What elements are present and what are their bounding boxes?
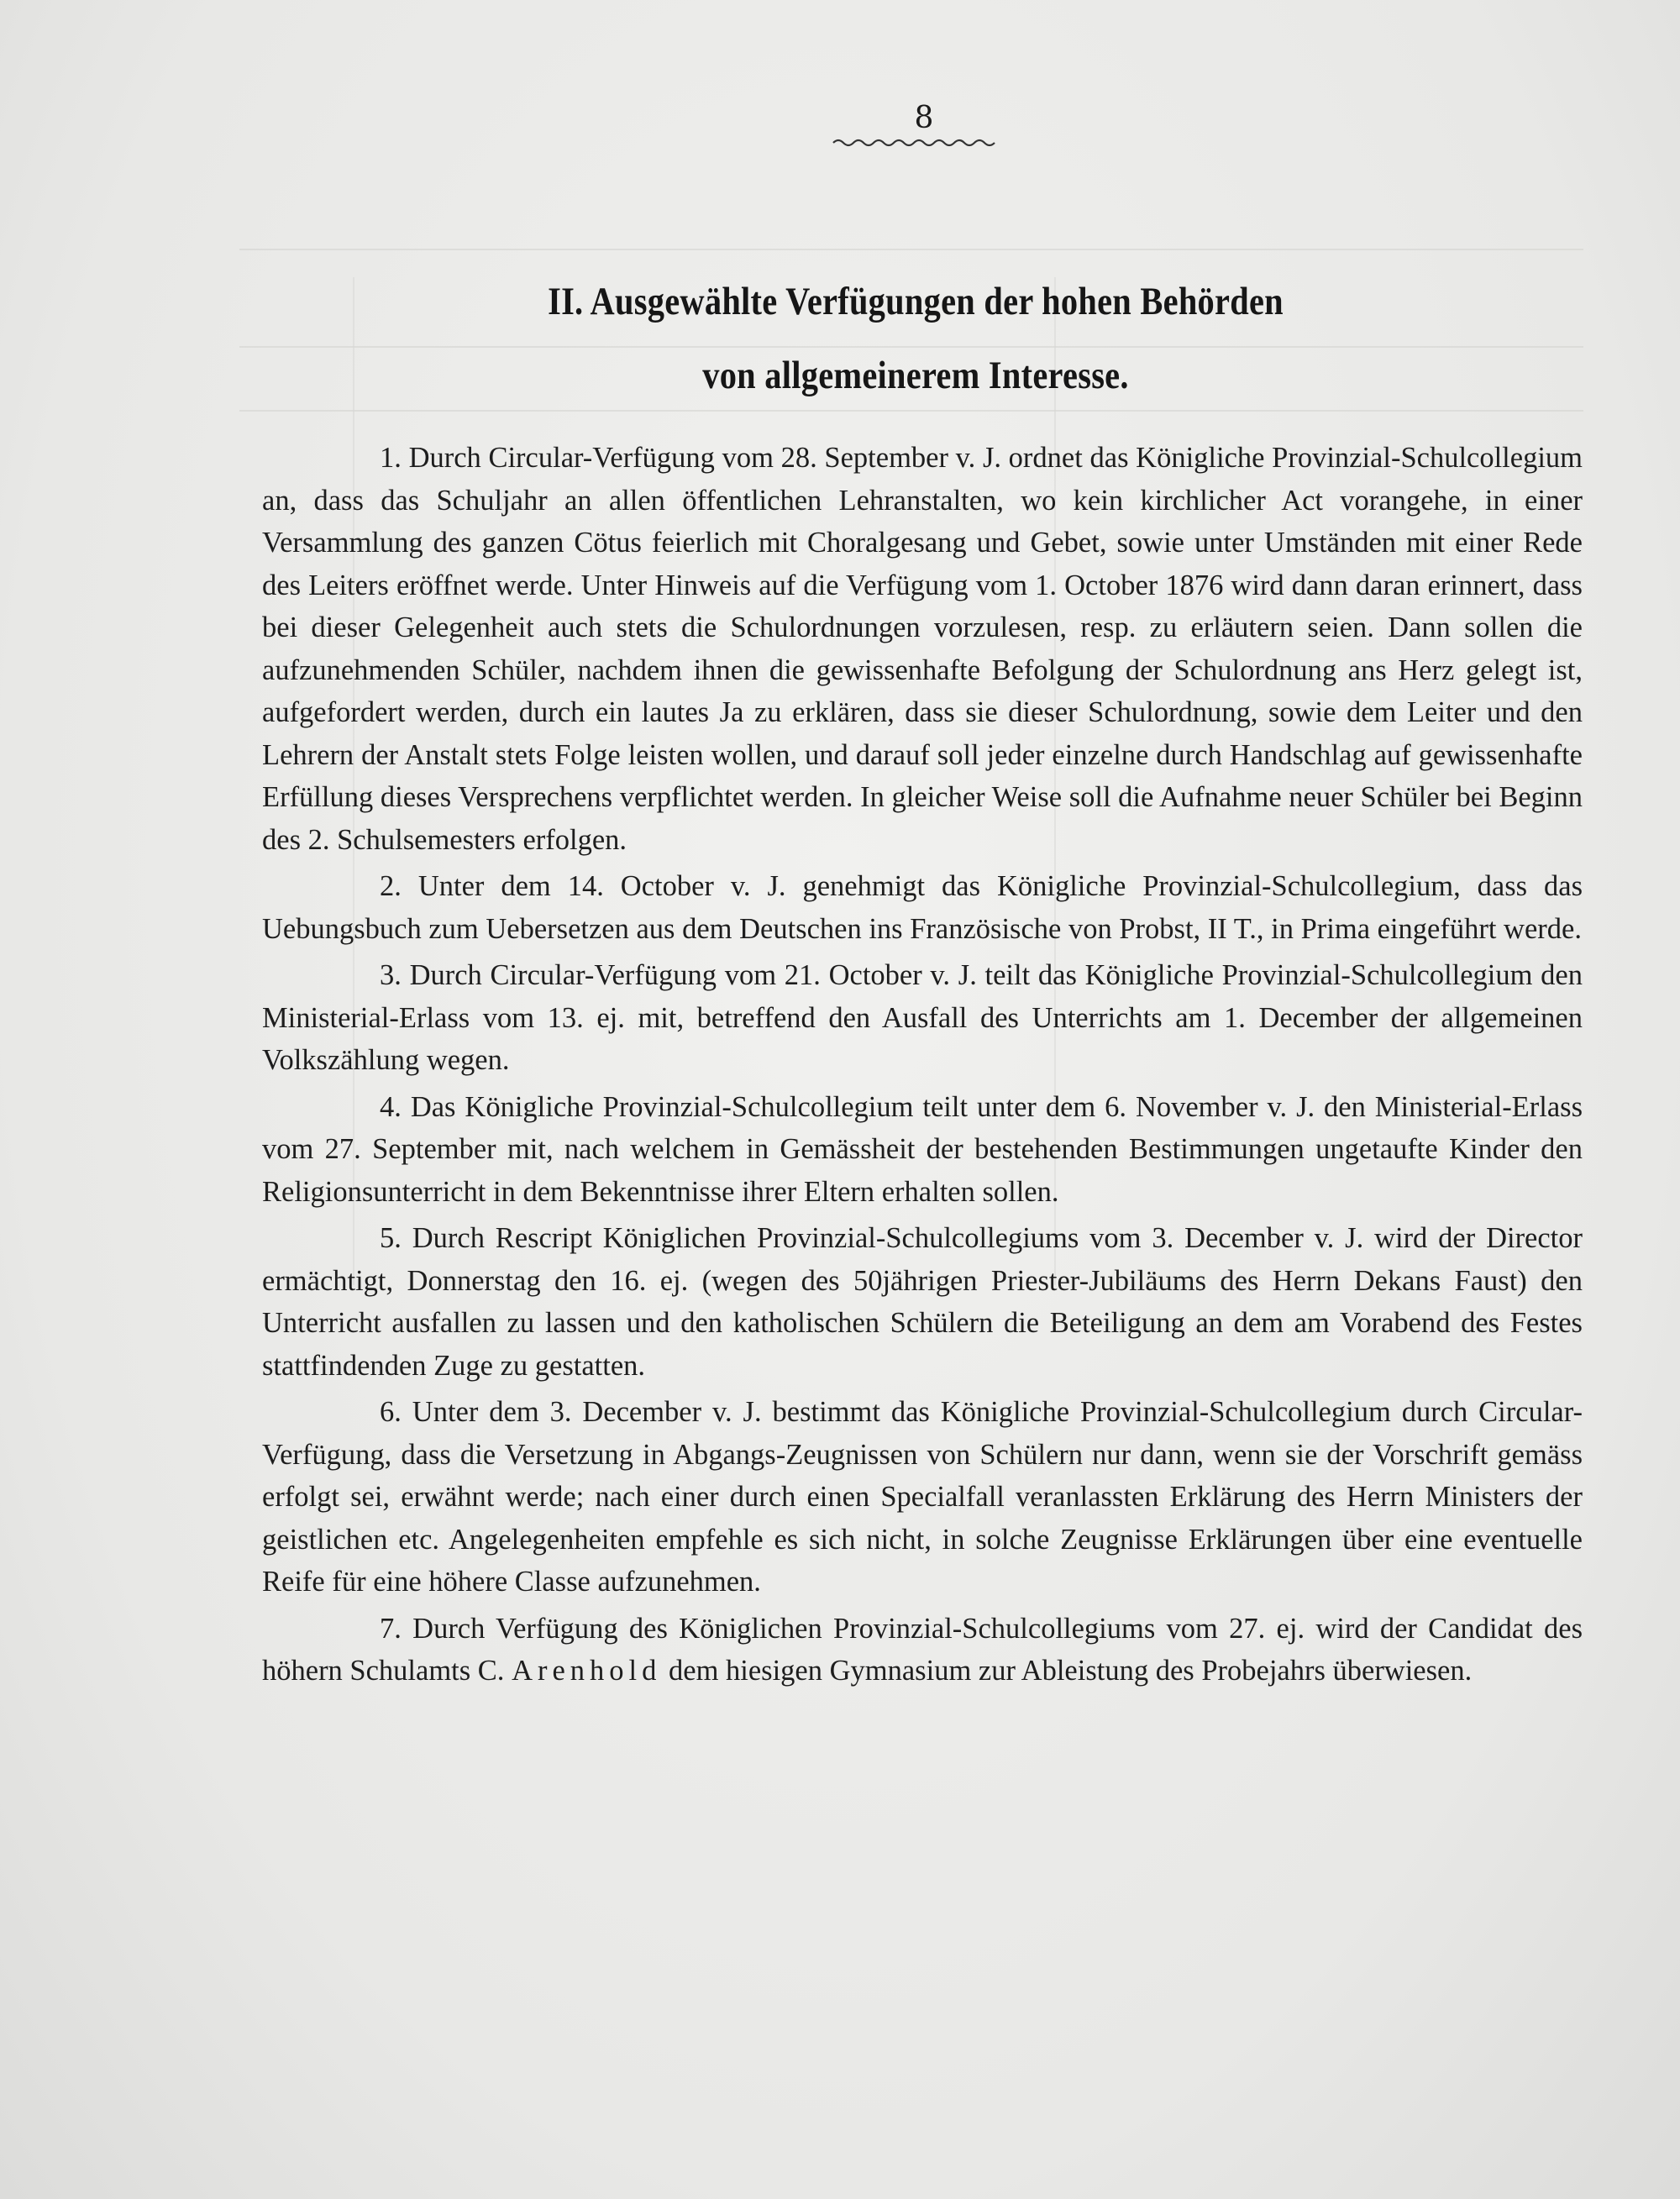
wavy-rule-ornament <box>832 136 1000 150</box>
paragraph-text: Unter dem 14. October v. J. genehmigt das Königliche Provinzial-Schulcollegium, dass das Uebungsbuch zum Uebersetzen aus dem Deutschen ins Französische von Probst, II T., in Prima eingeführt werde. <box>262 870 1583 945</box>
paragraph-6 <box>262 1391 1583 1603</box>
paragraph-number: 7. <box>380 1612 402 1645</box>
paragraph-number: 6. <box>380 1396 402 1428</box>
body-text <box>262 437 1583 1693</box>
paragraph-text: Unter dem 3. December v. J. bestimmt das Königliche Provinzial-Schulcollegium durch Circular-Verfügung, dass die Versetzung in Abgangs-Zeugnissen von Schülern nur dann, wenn sie der Vorschrift gemäss erfolgt sei, erwähnt werde; nach einer durch einen Specialfall veranlassten Erklärung des Herrn Ministers der geistlichen etc. Angelegenheiten empfehle es sich nicht, in solche Zeugnisse Erklärungen über eine eventuelle Reife für eine höhere Classe aufzunehmen. <box>262 1396 1583 1598</box>
paragraph-text: Durch Circular-Verfügung vom 28. September v. J. ordnet das Königliche Provinzial-Schulcollegium an, dass das Schuljahr an allen öffentlichen Lehranstalten, wo kein kirchlicher Act vorangehe, in einer Versammlung des ganzen Cötus feierlich mit Choralgesang und Gebet, sowie unter Umständen mit einer Rede des Leiters eröffnet werde. Unter Hinweis auf die Verfügung vom 1. October 1876 wird dann daran erinnert, dass bei dieser Gelegenheit auch stets die Schulordnungen vorzulesen, resp. zu erläutern seien. Dann sollen die aufzunehmenden Schüler, nachdem ihnen die gewissenhafte Befolgung der Schulordnung ans Herz gelegt ist, aufgefordert werden, durch ein lautes Ja zu erklären, dass sie dieser Schulordnung, sowie dem Leiter und den Lehrern der Anstalt stets Folge leisten wollen, und darauf soll jeder einzelne durch Handschlag auf gewissenhafte Erfüllung dieses Versprechens verpflichtet werden. In gleicher Weise soll die Aufnahme neuer Schüler bei Beginn des 2. Schulsemesters erfolgen. <box>262 442 1583 856</box>
paragraph-text: Durch Circular-Verfügung vom 21. October v. J. teilt das Königliche Provinzial-Schulcollegium den Ministerial-Erlass vom 13. ej. mit, betreffend den Ausfall des Unterrichts am 1. December der allgemeinen Volkszählung wegen. <box>262 959 1583 1076</box>
bleed-through-line <box>239 410 1583 412</box>
paragraph-number: 5. <box>380 1222 402 1254</box>
page-number: 8 <box>914 101 934 135</box>
paragraph-text: Durch Rescript Königlichen Provinzial-Schulcollegiums vom 3. December v. J. wird der Director ermächtigt, Donnerstag den 16. ej. (wegen des 50jährigen Priester-Jubiläums des Herrn Dekans Faust) den Unterricht ausfallen zu lassen und den katholischen Schülern die Beteiligung an dem am Vorabend des Festes stattfindenden Zuge zu gestatten. <box>262 1222 1583 1382</box>
bleed-through-line <box>239 249 1583 250</box>
candidate-name: Arenhold <box>512 1655 662 1687</box>
bleed-through-line <box>239 346 1583 348</box>
paragraph-number: 4. <box>380 1090 402 1123</box>
paragraph-4 <box>262 1086 1583 1214</box>
paragraph-number: 2. <box>380 870 402 902</box>
paragraph-text: Durch Verfügung des Königlichen Provinzial-Schulcollegiums vom 27. ej. wird der Candidat des höhern Schulamts C. <box>262 1612 1583 1687</box>
paragraph-3 <box>262 954 1583 1082</box>
paragraph-2 <box>262 865 1583 950</box>
paragraph-7 <box>262 1608 1583 1693</box>
paragraph-1 <box>262 437 1583 861</box>
paragraph-5 <box>262 1217 1583 1387</box>
paragraph-text: dem hiesigen Gymnasium zur Ableistung des Probejahrs überwiesen. <box>669 1655 1473 1687</box>
paragraph-text: Das Königliche Provinzial-Schulcollegium teilt unter dem 6. November v. J. den Ministerial-Erlass vom 27. September mit, nach welchem in Gemässheit der bestehenden Bestimmungen ungetaufte Kinder den Religionsunterricht in dem Bekenntnisse ihrer Eltern erhalten sollen. <box>262 1090 1583 1208</box>
section-heading: II. Ausgewählte Verfügungen der hohen Behörden <box>548 280 1284 323</box>
paragraph-number: 1. <box>380 442 402 474</box>
paragraph-number: 3. <box>380 959 402 991</box>
section-subheading: von allgemeinerem Interesse. <box>702 354 1129 397</box>
